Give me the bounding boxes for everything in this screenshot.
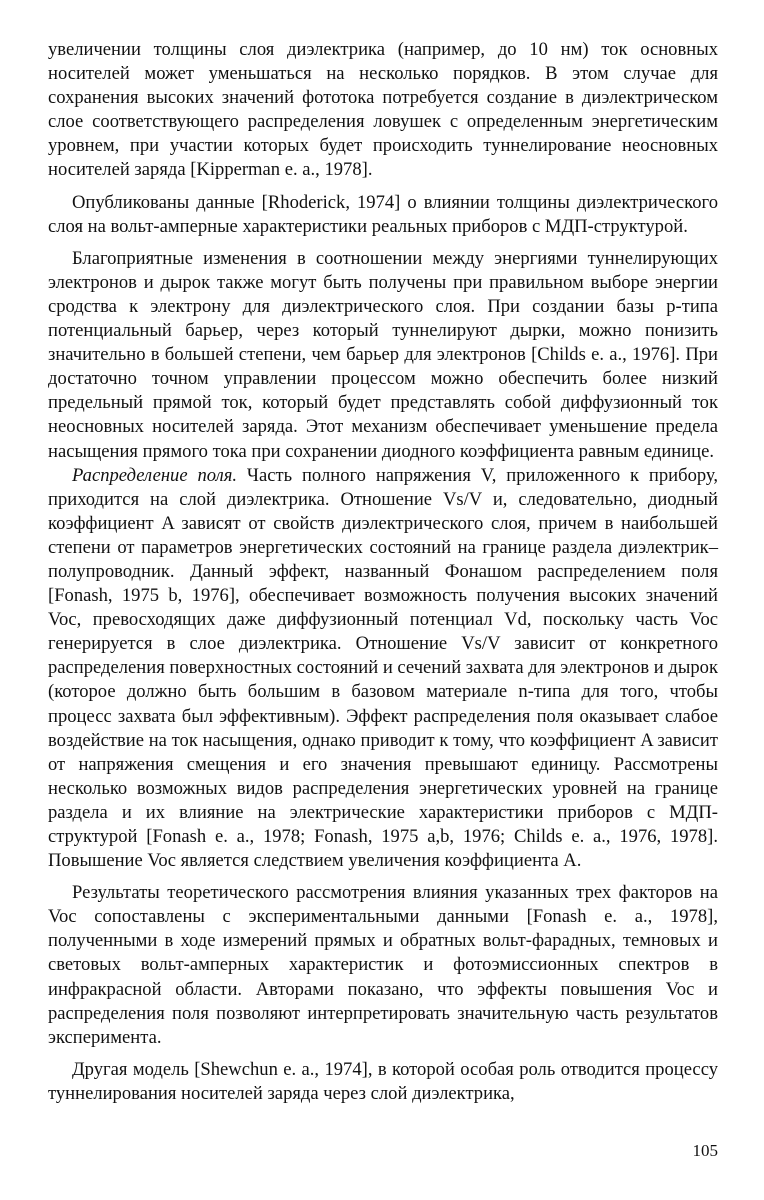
paragraph-2: Опубликованы данные [Rhoderick, 1974] о влиянии толщины диэлектрического слоя на вольт-амперные характеристики реальных приборов с МДП-структурой. [48, 191, 718, 237]
page-number: 105 [692, 1141, 718, 1160]
paragraph-1: увеличении толщины слоя диэлектрика (например, до 10 нм) ток основных носителей может уменьшаться на несколько порядков. В этом случае для сохранения высоких значений фототока потребуется создание в диэлектрическом слое соответствующего распределения ловушек с определенным энергетическим уровнем, при участии которых будет происходить туннелирование неосновных носителей заряда [Kipperman e. a., 1978]. [48, 39, 718, 181]
paragraph-3: Благоприятные изменения в соотношении между энергиями туннелирующих электронов и дырок также могут быть получены при правильном выборе энергии сродства к электрону для диэлектрического слоя. При создании базы p-типа потенциальный барьер, через который туннелируют дырки, можно понизить значительно в большей степени, чем барьер для электронов [Childs e. a., 1976]. При достаточно точном управлении процессом можно обеспечить более низкий предельный прямой ток, который будет представлять собой диффузионный ток неосновных носителей заряда. Этот механизм обеспечивает уменьшение предела насыщения прямого тока при сохранении диодного коэффициента равным единице. [48, 247, 718, 462]
paragraph-4-text: Часть полного напряжения V, приложенного к прибору, приходится на слой диэлектрика. Отношение Vs/V и, следовательно, диодный коэффициент A зависят от свойств диэлектрического слоя, причем в наибольшей степени от параметров энергетических состояний на границе раздела диэлектрик–полупроводник. Данный эффект, названный Фонашом распределением поля [Fonash, 1975 b, 1976], обеспечивает возможность получения высоких значений Voc, превосходящих даже диффузионный потенциал Vd, поскольку часть Voc генерируется в слое диэлектрика. Отношение Vs/V зависит от конкретного распределения поверхностных состояний и сечений захвата для электронов и дырок (которое должно быть большим в базовом материале n-типа для того, чтобы процесс захвата был эффективным). Эффект распределения поля оказывает слабое воздействие на ток насыщения, однако приводит к тому, что коэффициент A зависит от напряжения смещения и его значения превышают единицу. Рассмотрены несколько возможных видов распределения энергетических уровней на границе раздела и их влияние на электрические характеристики приборов с МДП-структурой [Fonash e. a., 1978; Fonash, 1975 a,b, 1976; Childs e. a., 1976, 1978]. Повышение Voc является следствием увеличения коэффициента A. [48, 464, 719, 872]
section-heading-field-distribution: Распределение поля. [72, 464, 238, 486]
paragraph-5: Результаты теоретического рассмотрения влияния указанных трех факторов на Voc сопоставлены с экспериментальными данными [Fonash e. a., 1978], полученными в ходе измерений прямых и обратных вольт-фарадных, темновых и световых вольт-амперных характеристик и фотоэмиссионных спектров в инфракрасной области. Авторами показано, что эффекты повышения Voc и распределения поля позволяют интерпретировать значительную часть результатов эксперимента. [48, 882, 718, 1048]
page-body [48, 38, 718, 1106]
paragraph-4 [48, 464, 718, 874]
paragraph-6: Другая модель [Shewchun e. a., 1974], в которой особая роль отводится процессу туннелирования носителей заряда через слой диэлектрика, [48, 1058, 718, 1104]
